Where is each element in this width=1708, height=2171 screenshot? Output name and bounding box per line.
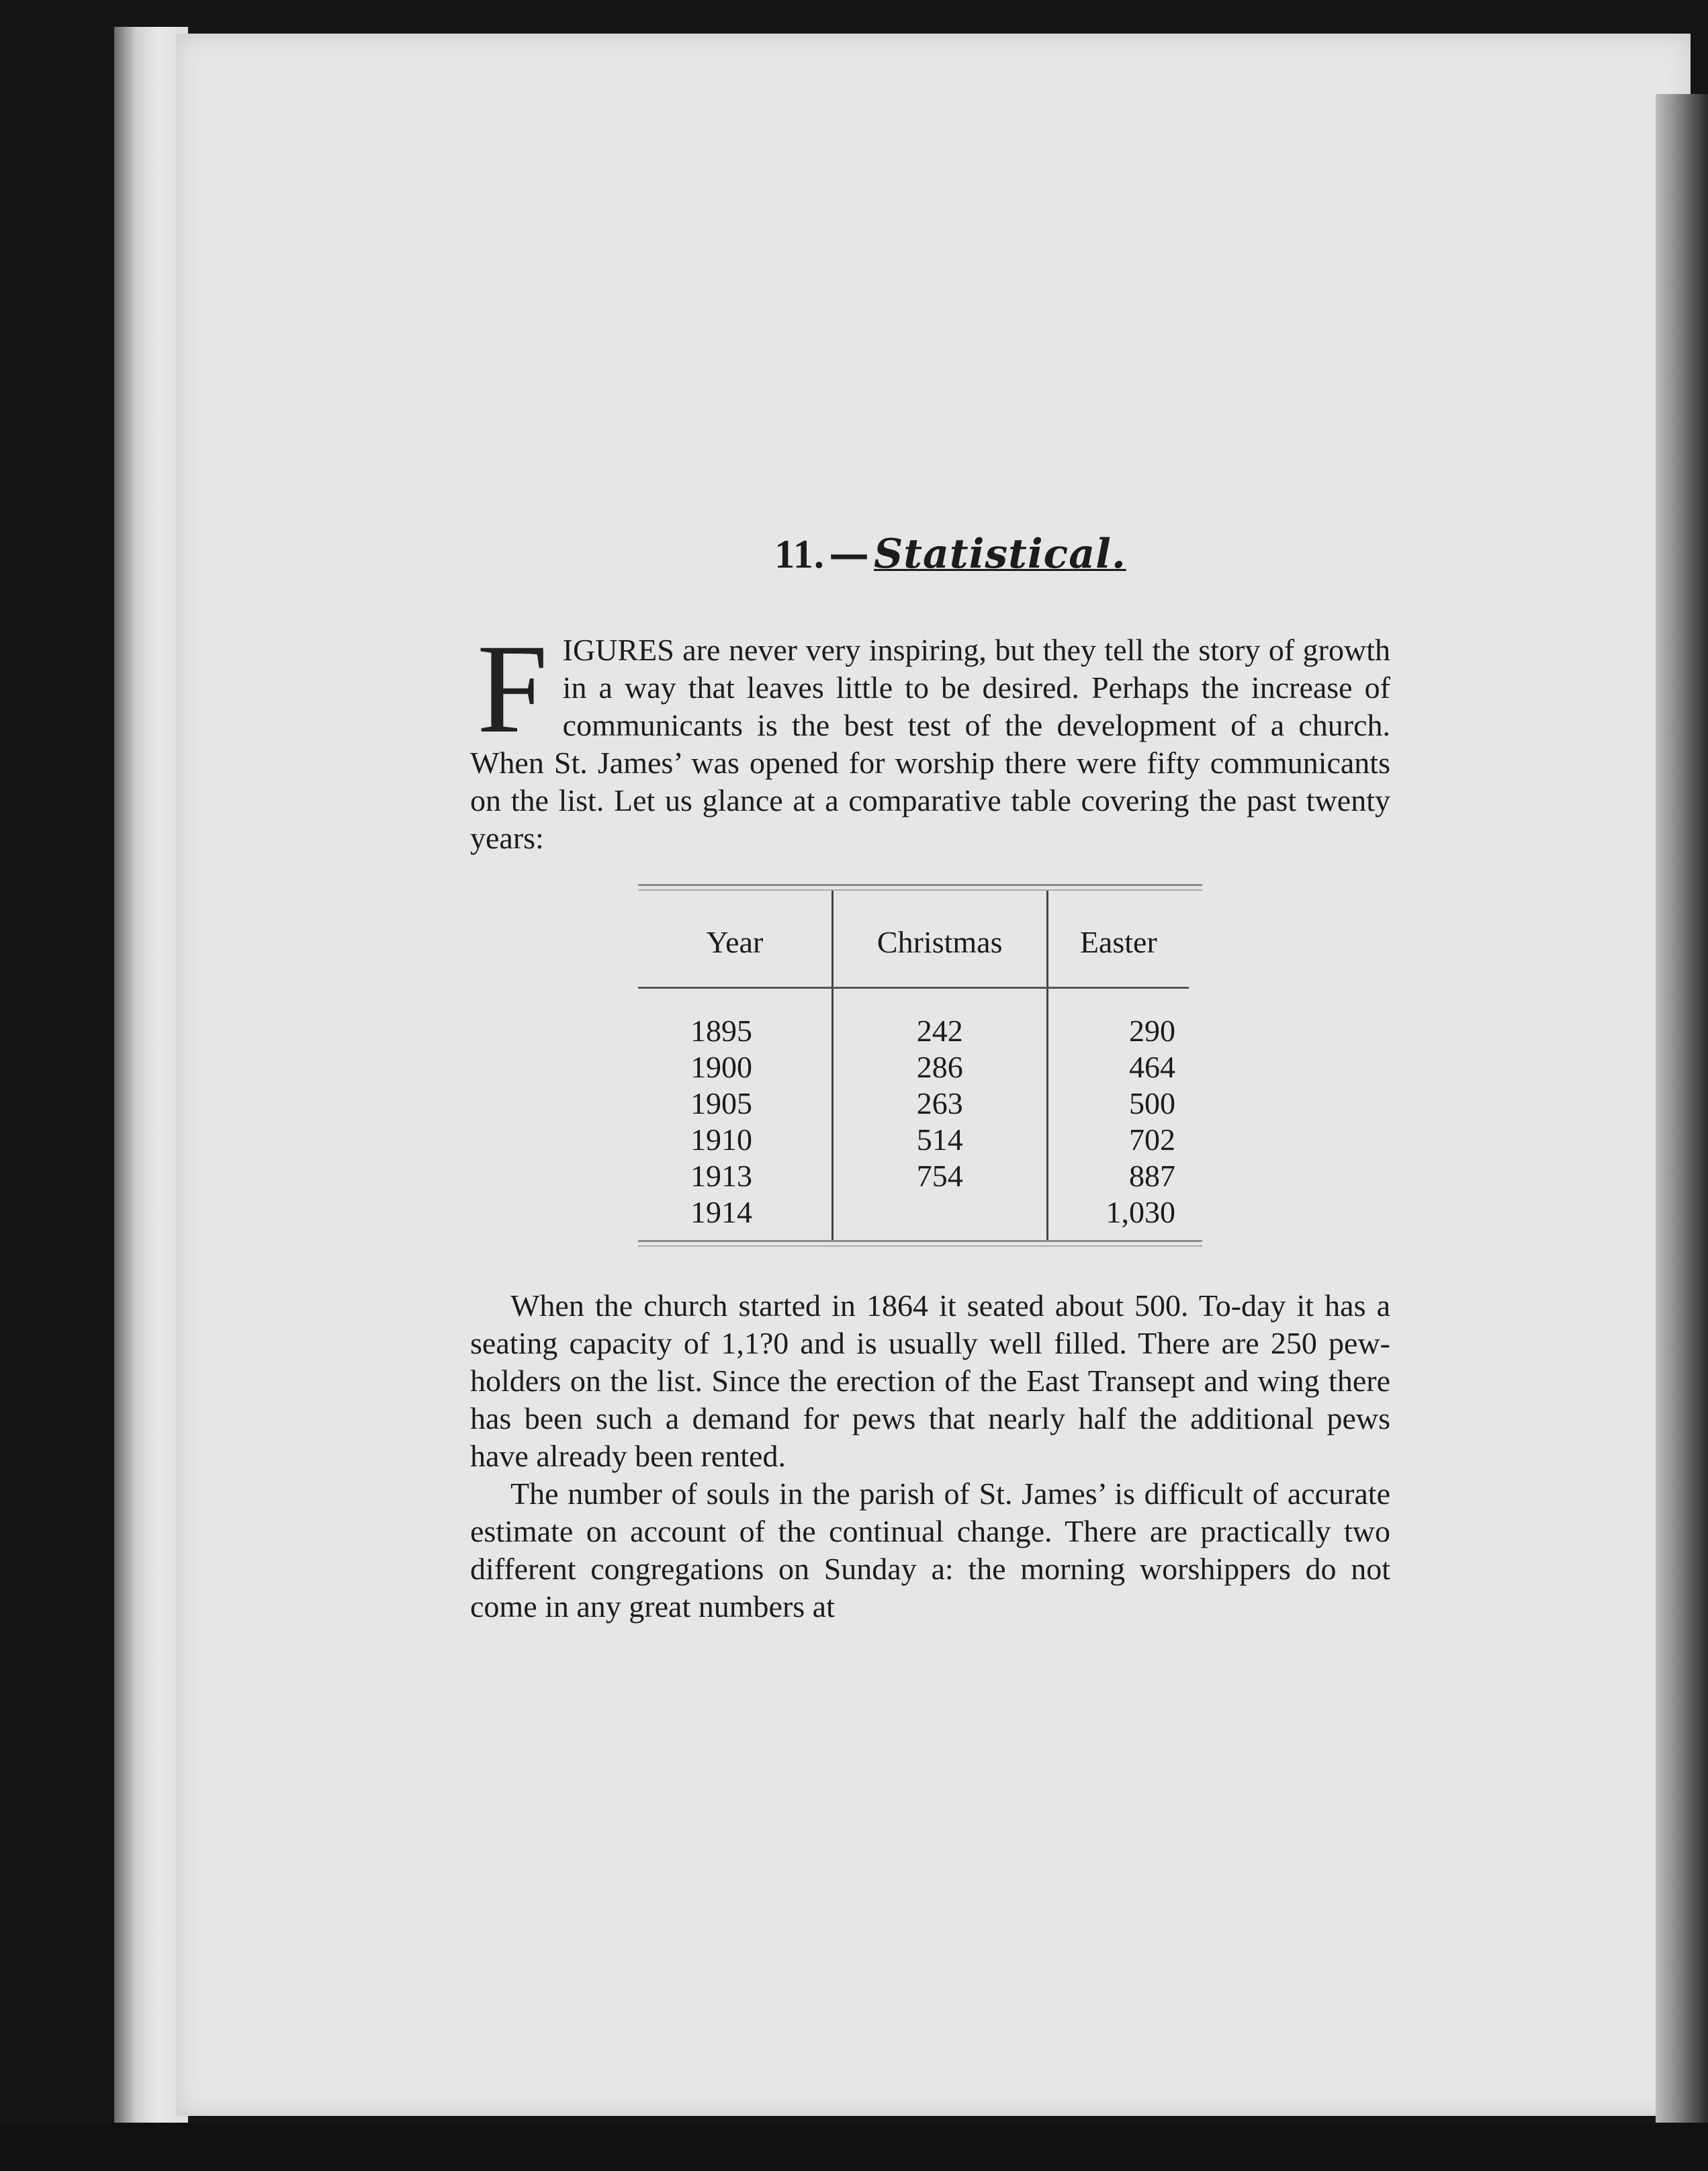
stats-table xyxy=(638,891,1189,1240)
easter-cell: 290 xyxy=(1129,1014,1175,1048)
table-top-rule xyxy=(638,884,1202,891)
table-row xyxy=(638,1122,1189,1158)
easter-cell: 464 xyxy=(1129,1050,1175,1084)
easter-cell: 500 xyxy=(1129,1086,1175,1120)
section-number: 11. xyxy=(774,532,825,576)
body-paragraph: The number of souls in the parish of St. James’ is difficult of accurate estimate on account of the continual change. There are practically two different congregations on Sunday a: the morning worshippers do not come in any great numbers at xyxy=(470,1476,1390,1624)
christmas-cell xyxy=(832,1194,1047,1240)
easter-cell: 702 xyxy=(1129,1122,1175,1157)
section-heading xyxy=(470,531,1390,578)
intro-paragraph xyxy=(470,619,1390,857)
table-bottom-rule xyxy=(638,1240,1202,1247)
year-cell: 1905 xyxy=(690,1086,752,1120)
table-row xyxy=(638,988,1189,1050)
communicants-table xyxy=(638,884,1202,1247)
header-year: Year xyxy=(638,891,832,988)
intro-text: IGURES are never very inspiring, but they tell the story of growth in a way that leaves little to be desired. Perhaps the increase of communicants is the best test of the development of a church. When St. James’ was opened for worship there were fifty communicants on the list. Let us glance at a comparative table covering the past twenty years: xyxy=(470,633,1390,855)
table-row xyxy=(638,1086,1189,1122)
table-row xyxy=(638,1194,1189,1240)
heading-dash: — xyxy=(828,531,870,578)
page-content xyxy=(470,531,1390,1626)
table-header-row xyxy=(638,891,1189,988)
year-cell: 1895 xyxy=(690,1014,752,1048)
easter-cell: 1,030 xyxy=(1106,1195,1175,1229)
table-row xyxy=(638,1049,1189,1086)
year-cell: 1913 xyxy=(690,1159,752,1193)
drop-cap: F xyxy=(477,619,548,760)
facing-page-edge xyxy=(1656,94,1708,2123)
section-title: Statistical. xyxy=(873,531,1126,578)
header-easter: Easter xyxy=(1047,891,1189,988)
year-cell: 1910 xyxy=(690,1122,752,1157)
body-paragraph: When the church started in 1864 it seated about 500. To-day it has a seating capacity of 1,1?0 and is usually well filled. There are 250 pew-holders on the list. Since the erection of the East Transept and wing there has been such a demand for pews that nearly half the additional pews have already been rented. xyxy=(470,1288,1390,1473)
christmas-cell: 514 xyxy=(832,1122,1047,1158)
easter-cell: 887 xyxy=(1129,1159,1175,1193)
christmas-cell: 286 xyxy=(832,1049,1047,1086)
header-christmas: Christmas xyxy=(832,891,1047,988)
christmas-cell: 754 xyxy=(832,1158,1047,1194)
table-row xyxy=(638,1158,1189,1194)
scan-bottom-border xyxy=(0,2123,1708,2171)
christmas-cell: 263 xyxy=(832,1086,1047,1122)
year-cell: 1914 xyxy=(690,1195,752,1229)
christmas-cell: 242 xyxy=(832,988,1047,1050)
year-cell: 1900 xyxy=(690,1050,752,1084)
